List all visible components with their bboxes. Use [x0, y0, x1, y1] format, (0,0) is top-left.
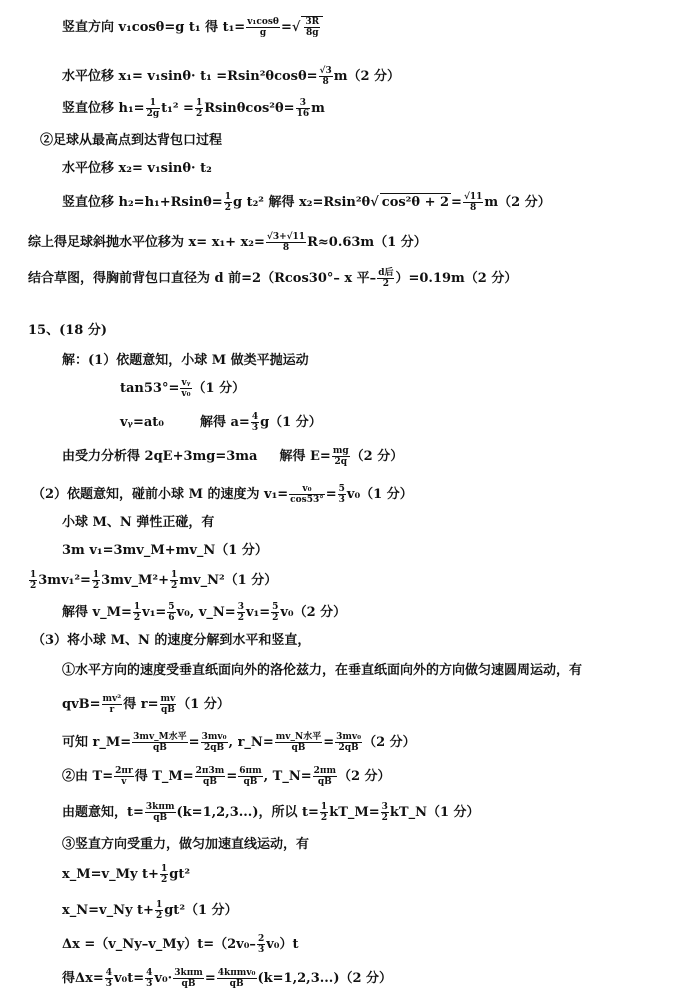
denominator: r [109, 705, 115, 715]
fraction [29, 570, 37, 591]
fraction [201, 732, 228, 753]
text: m [311, 101, 325, 116]
denominator: qB [317, 777, 332, 787]
text: = [451, 195, 462, 210]
fraction [251, 412, 259, 433]
numerator: 1 [320, 802, 328, 812]
numerator: 4kπmv₀ [217, 968, 256, 978]
numerator: 2π3m [195, 766, 225, 776]
numerator: v₁cosθ [247, 17, 279, 27]
fraction [304, 17, 320, 38]
numerator: 1 [92, 570, 100, 580]
fraction [114, 766, 134, 787]
fraction [180, 378, 191, 399]
text: v₀· [154, 971, 173, 986]
text: ②足球从最高点到达背包口过程 [40, 133, 223, 148]
numerator: v₀ [289, 484, 325, 495]
text: v₁= [245, 605, 271, 620]
text: vᵧ=at₀ [120, 415, 164, 430]
line-vertical-displacement-1 [62, 98, 325, 119]
text: Δx =（v_Ny–v_My）t=（2v₀– [62, 937, 256, 952]
text: 得 T_M= [134, 769, 194, 784]
denominator: qB [229, 979, 244, 989]
numerator: mg [332, 446, 349, 456]
numerator: 1 [171, 570, 178, 580]
fraction [296, 98, 311, 119]
fraction [173, 968, 204, 989]
denominator: 2 [224, 203, 231, 213]
denominator: 2 [272, 613, 279, 623]
numerator: √3+√11 [266, 232, 306, 242]
fraction [237, 602, 245, 623]
numerator: mv [160, 694, 176, 704]
denominator: 2qB [203, 743, 225, 753]
fraction [463, 192, 483, 213]
q15-tan-eq [120, 378, 245, 399]
text: v₀（2 分） [280, 605, 347, 620]
line-subheading-2 [40, 132, 222, 150]
fraction [105, 968, 113, 989]
text: kT_N（1 分） [389, 805, 480, 820]
q15-force-analysis [62, 446, 403, 467]
denominator: 8 [322, 77, 329, 87]
text: （2 分） [350, 449, 404, 464]
text: （1 分） [192, 381, 246, 396]
q15-radius-eq [62, 732, 416, 753]
denominator: 2q [334, 457, 347, 467]
denominator: qB [291, 743, 306, 753]
line-vertical-velocity [62, 16, 323, 38]
fraction [320, 802, 328, 823]
fraction [92, 570, 100, 591]
fraction [155, 900, 163, 921]
text: v₁= [142, 605, 167, 620]
text: 竖直方向 v₁cosθ=g t₁ 得 t₁= [62, 20, 246, 35]
text: 由题意知，t= [62, 805, 144, 820]
q15-collision [62, 514, 214, 532]
numerator: 5 [168, 602, 175, 612]
text: 解得 v_M= [62, 605, 132, 620]
numerator: 1 [155, 900, 163, 910]
text: gt²（1 分） [164, 903, 238, 918]
text: v₀（1 分） [346, 487, 413, 502]
text: , r_N= [228, 735, 274, 750]
q15-vertical-motion [62, 836, 309, 854]
denominator: 8 [470, 203, 477, 213]
text: (k=1,2,3...)（2 分） [257, 971, 393, 986]
fraction [146, 98, 161, 119]
numerator: 1 [30, 570, 37, 580]
text: t₁² = [161, 101, 194, 116]
numerator: 3mv₀ [201, 732, 227, 742]
numerator: 5 [338, 484, 345, 494]
q15-time-eq [62, 802, 480, 823]
text: = [204, 971, 216, 986]
denominator: 3 [251, 423, 259, 433]
fraction [246, 17, 280, 38]
numerator: mv_N水平 [275, 732, 322, 742]
denominator: cos53° [290, 495, 324, 505]
text: （2）依题意知，碰前小球 M 的速度为 v₁= [32, 487, 289, 502]
text: ②由 T= [62, 769, 114, 784]
text: gt² [169, 867, 191, 882]
fraction [275, 732, 322, 753]
text: 竖直位移 h₂=h₁+Rsinθ= [62, 195, 223, 210]
denominator: 2 [155, 911, 163, 921]
sqrt-symbol: √ [291, 20, 301, 35]
fraction [132, 732, 187, 753]
sqrt-symbol: √ [370, 195, 379, 210]
numerator: 3 [381, 802, 388, 812]
line-horizontal-displacement-2 [62, 160, 212, 178]
denominator: qB [181, 979, 196, 989]
numerator: 6πm [239, 766, 262, 776]
text: 解得 a= [199, 415, 250, 430]
numerator: 3kπm [145, 802, 175, 812]
text: （2 分） [363, 735, 416, 750]
fraction [266, 232, 306, 253]
fraction [238, 766, 262, 787]
numerator: 3R [305, 17, 320, 27]
denominator: 3 [146, 979, 153, 989]
denominator: v₀ [181, 389, 191, 399]
numerator: 3 [237, 602, 244, 612]
line-total-displacement [28, 232, 427, 253]
denominator: 2 [382, 279, 389, 289]
denominator: qB [160, 705, 175, 715]
denominator: 2 [160, 875, 168, 885]
text: 3mv_M²+ [101, 573, 170, 588]
numerator: 2πm [313, 766, 336, 776]
text: 解：(1）依题意知，小球 M 做类平抛运动 [62, 353, 309, 368]
numerator: 1 [160, 864, 168, 874]
text: g（1 分） [260, 415, 322, 430]
fraction [381, 802, 389, 823]
numerator: d后 [378, 268, 394, 278]
text: 得Δx= [62, 971, 104, 986]
denominator: 2 [30, 581, 37, 591]
text: （1 分） [177, 697, 230, 712]
q15-velocity-solution [62, 602, 346, 623]
text: 水平位移 x₂= v₁sinθ· t₂ [62, 161, 212, 176]
q15-lorentz-eq [62, 694, 230, 715]
text: kT_M= [329, 805, 380, 820]
text: = [325, 487, 337, 502]
fraction [224, 192, 232, 213]
line-horizontal-displacement-1 [62, 66, 400, 87]
numerator: 4 [105, 968, 112, 978]
fraction [102, 694, 123, 715]
text: 3m v₁=3mv_M+mv_N（1 分） [62, 543, 268, 558]
fraction [145, 802, 176, 823]
text: tan53°= [120, 381, 180, 396]
fraction [332, 446, 350, 467]
denominator: 2 [133, 613, 141, 623]
denominator: 3 [257, 945, 265, 955]
text: x_M=v_My t+ [62, 867, 159, 882]
text: ①水平方向的速度受垂直纸面向外的洛伦兹力，在垂直纸面向外的方向做匀速圆周运动，有 [62, 663, 583, 678]
text: = [188, 735, 200, 750]
text: v₀）t [266, 937, 299, 952]
line-vertical-displacement-2 [62, 192, 551, 213]
numerator: √11 [463, 192, 483, 202]
denominator: qB [152, 743, 167, 753]
text: R≈0.63m（1 分） [307, 235, 427, 250]
fraction [170, 570, 178, 591]
q15-xn-eq [62, 900, 238, 921]
text: （3）将小球 M、N 的速度分解到水平和竖直， [32, 633, 311, 648]
text: 由受力分析得 2qE+3mg=3ma [62, 449, 258, 464]
fraction [271, 602, 279, 623]
numerator: 5 [272, 602, 279, 612]
q15-horizontal-motion [62, 662, 582, 680]
fraction [217, 968, 257, 989]
denominator: 8g [305, 28, 319, 38]
denominator: 3 [338, 495, 345, 505]
text: 3mv₁²= [38, 573, 91, 588]
sqrt-content [301, 16, 323, 38]
text: = [226, 769, 238, 784]
numerator: 3mv₀ [336, 732, 362, 742]
fraction [167, 602, 175, 623]
q15-step-1 [62, 352, 309, 370]
denominator: qB [203, 777, 217, 787]
numerator: 2πr [115, 766, 133, 776]
sqrt-content: cos²θ + 2 [381, 195, 450, 210]
denominator: 2 [195, 109, 203, 119]
numerator: 3 [296, 98, 311, 109]
text: 综上得足球斜抛水平位移为 x= x₁+ x₂= [28, 235, 265, 250]
denominator: 2 [320, 813, 328, 823]
denominator: qB [153, 813, 168, 823]
fraction [195, 766, 226, 787]
denominator: 16 [296, 109, 310, 119]
fraction [313, 766, 337, 787]
numerator: vᵧ [181, 378, 191, 388]
text: x_N=v_Ny t+ [62, 903, 154, 918]
q15-delta-x-eq [62, 934, 298, 955]
text: ③竖直方向受重力，做匀加速直线运动，有 [62, 837, 310, 852]
q15-momentum-eq [62, 542, 268, 560]
numerator: 1 [133, 602, 141, 612]
text: 15、(18 分) [28, 323, 108, 338]
q15-step-3 [32, 632, 310, 650]
numerator: 4 [146, 968, 153, 978]
q15-vy-eq [120, 412, 322, 433]
fraction [145, 968, 153, 989]
fraction [257, 934, 265, 955]
text: 小球 M、N 弹性正碰，有 [62, 515, 215, 530]
text: 解得 E= [279, 449, 331, 464]
numerator: 3kπm [174, 968, 203, 978]
text: m（2 分） [484, 195, 551, 210]
numerator: √3 [319, 66, 332, 76]
denominator: 2g [146, 109, 160, 119]
question-15-title [28, 322, 107, 340]
numerator: 1 [195, 98, 203, 108]
fraction [160, 694, 177, 715]
q15-period-eq [62, 766, 391, 787]
denominator: 2 [92, 581, 100, 591]
text: 结合草图，得胸前背包口直径为 d 前=2（Rcos30°– x 平– [28, 271, 377, 286]
numerator: 3mv_M水平 [133, 732, 187, 742]
text: = [323, 735, 335, 750]
numerator: 1 [224, 192, 231, 202]
text: 可知 r_M= [62, 735, 132, 750]
denominator: v [121, 777, 127, 787]
fraction [195, 98, 203, 119]
denominator: 6 [168, 613, 175, 623]
denominator: 2 [381, 813, 388, 823]
text: v₀, v_N= [176, 605, 236, 620]
text: m（2 分） [333, 69, 401, 84]
text: （2 分） [337, 769, 391, 784]
denominator: qB [243, 777, 258, 787]
denominator: 2 [171, 581, 178, 591]
text: ）=0.19m（2 分） [395, 271, 518, 286]
text: g t₂² 解得 x₂=Rsin²θ [232, 195, 371, 210]
text: , T_N= [263, 769, 312, 784]
fraction [335, 732, 362, 753]
text: 得 r= [123, 697, 159, 712]
line-backpack-diameter [28, 268, 517, 289]
text: = [280, 20, 292, 35]
text: 竖直位移 h₁= [62, 101, 145, 116]
numerator: 2 [257, 934, 265, 944]
text: 水平位移 x₁= v₁sinθ· t₁ =Rsin²θcosθ= [62, 69, 318, 84]
numerator: 1 [146, 98, 161, 109]
text: qvB= [62, 697, 101, 712]
fraction [377, 268, 394, 289]
text: mv_N²（1 分） [179, 573, 278, 588]
text: Rsinθcos²θ= [204, 101, 295, 116]
q15-final-result [62, 968, 392, 989]
q15-xm-eq [62, 864, 190, 885]
q15-step-2 [32, 484, 413, 505]
fraction [319, 66, 333, 87]
text: (k=1,2,3...)，所以 t= [176, 805, 319, 820]
denominator: 2 [237, 613, 244, 623]
fraction [133, 602, 141, 623]
numerator: 4 [251, 412, 259, 422]
fraction [338, 484, 346, 505]
text: v₀t= [114, 971, 145, 986]
denominator: 2qB [338, 743, 359, 753]
q15-energy-eq [28, 570, 277, 591]
fraction [289, 484, 325, 505]
denominator: g [259, 28, 267, 38]
denominator: 8 [282, 243, 290, 253]
numerator: mv² [102, 694, 122, 704]
fraction [160, 864, 168, 885]
denominator: 3 [105, 979, 112, 989]
